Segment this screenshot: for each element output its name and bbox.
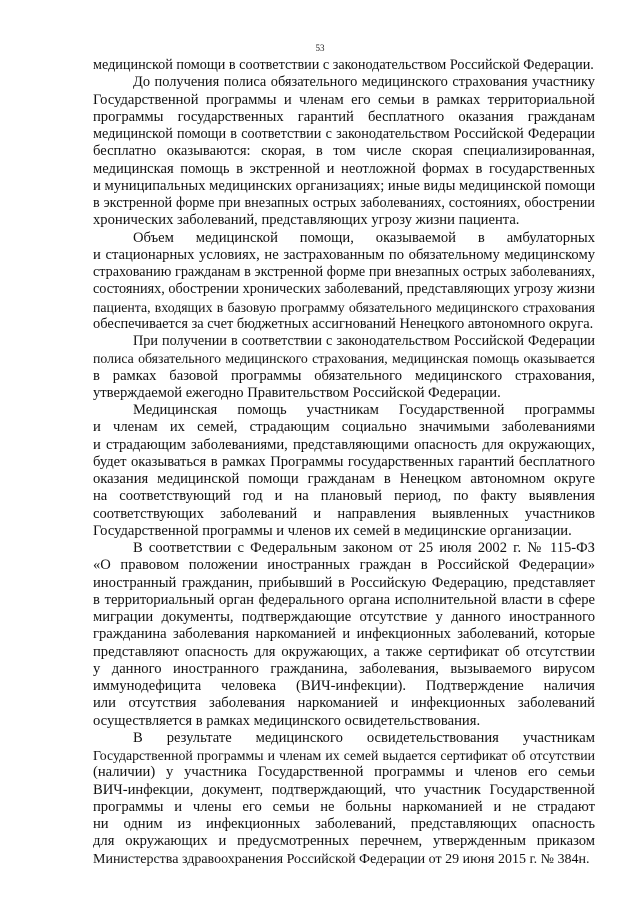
text-line: программы и члены его семьи не больны наркоманией и не страдают [93, 798, 595, 815]
text-line: Государственной программы и членам его семьи в рамках территориальной [93, 91, 595, 108]
text-line: В результате медицинского освидетельствования участникам [133, 729, 595, 746]
text-line: Медицинская помощь участникам Государственной программы [133, 402, 595, 418]
text-line: или отсутствия заболевания наркоманией и инфекционных заболеваний [93, 695, 595, 712]
text-line: медицинской помощи в соответствии с законодательством Российской Федерации. [93, 57, 594, 73]
text-line: утверждаемой ежегодно Правительством Российской Федерации. [93, 384, 501, 401]
text-line: и муниципальных медицинских организациях; иные виды медицинской помощи [93, 177, 595, 194]
text-line: состояниях, обострении хронических заболеваний, представляющих угрозу жизни [93, 281, 595, 298]
text-line: пациента, входящих в базовую программу обязательного медицинского страхования [93, 299, 595, 315]
text-line: на соответствующий год и на плановый период, по факту выявления [93, 488, 595, 505]
text-line: и членам их семей, страдающим социально значимыми заболеваниями [93, 419, 595, 436]
text-line: медицинской помощи в соответствии с законодательством Российской Федерации [93, 126, 595, 142]
text-line: для окружающих и предусмотренных перечнем, утвержденным приказом [93, 833, 595, 850]
text-line: ВИЧ-инфекции, документ, подтверждающий, что участник Государственной [93, 781, 595, 798]
text-line: в рамках базовой программы обязательного медицинского страхования, [93, 367, 595, 384]
text-line: программы государственных гарантий бесплатного оказания гражданам [93, 108, 595, 125]
text-line: и страдающим заболеваниями, представляющими опасность для окружающих, [93, 436, 595, 453]
text-line: (наличии) у участника Государственной программы и членов его семьи [93, 764, 595, 781]
text-line: иммунодефицита человека (ВИЧ-инфекции). Подтверждение наличия [93, 678, 595, 694]
text-line: ни одним из инфекционных заболеваний, представляющих опасность [93, 816, 595, 832]
text-line: До получения полиса обязательного медицинского страхования участнику [133, 74, 595, 91]
text-line: оказания медицинской помощи гражданам в Ненецком автономном округе [93, 471, 595, 487]
text-line: медицинская помощь в экстренной и неотложной формах в государственных [93, 160, 595, 177]
text-line: бесплатно оказываются: скорая, в том числе скорая специализированная, [93, 143, 595, 160]
text-line: в экстренной форме при внезапных острых заболеваниях, состояниях, обострении [93, 195, 595, 211]
page-number: 53 [315, 43, 325, 53]
text-line: представляют опасность для окружающих, а также сертификат об отсутствии [93, 643, 595, 660]
text-line: Государственной программы и членам их семей выдается сертификат об отсутствии [93, 748, 595, 763]
text-line: соответствующих заболеваний и направления выявленных участников [93, 505, 595, 522]
text-line: Объем медицинской помощи, оказываемой в амбулаторных [133, 229, 595, 246]
text-line: При получении в соответствии с законодательством Российской Федерации [133, 333, 595, 349]
text-line: в территориальный орган федерального органа исполнительной власти в сфере [93, 591, 595, 608]
text-line: страхованию гражданам в экстренной форме при внезапных острых заболеваниях, [93, 264, 595, 280]
text-line: у данного иностранного гражданина, заболевания, вызываемого вирусом [93, 660, 595, 677]
text-line: миграции документы, подтверждающие отсутствие у данного иностранного [93, 609, 595, 625]
text-line: осуществляется в рамках медицинского освидетельствования. [93, 712, 481, 729]
text-line: и стационарных условиях, не застрахованным по обязательному медицинскому [93, 246, 595, 263]
text-line: хронических заболеваний, представляющих угрозу жизни пациента. [93, 212, 520, 229]
text-line: полиса обязательного медицинского страхования, медицинская помощь оказывается [93, 351, 595, 367]
text-line: гражданина заболевания наркоманией и инфекционных заболеваний, которые [93, 626, 595, 643]
text-line: иностранный гражданин, прибывший в Российскую Федерацию, представляет [93, 574, 595, 591]
text-line: Министерства здравоохранения Российской Федерации от 29 июня 2015 г. № 384н. [93, 851, 590, 867]
text-line: «О правовом положении иностранных граждан в Российской Федерации» [93, 557, 595, 574]
body-text [93, 57, 595, 868]
text-line: обеспечивается за счет бюджетных ассигнований Ненецкого автономного округа. [93, 315, 594, 332]
text-line: Государственной программы и членов их семей в медицинские организации. [93, 522, 572, 539]
text-line: будет оказываться в рамках Программы государственных гарантий бесплатного [93, 453, 595, 470]
text-line: В соответствии с Федеральным законом от 25 июля 2002 г. № 115-ФЗ [133, 540, 595, 556]
